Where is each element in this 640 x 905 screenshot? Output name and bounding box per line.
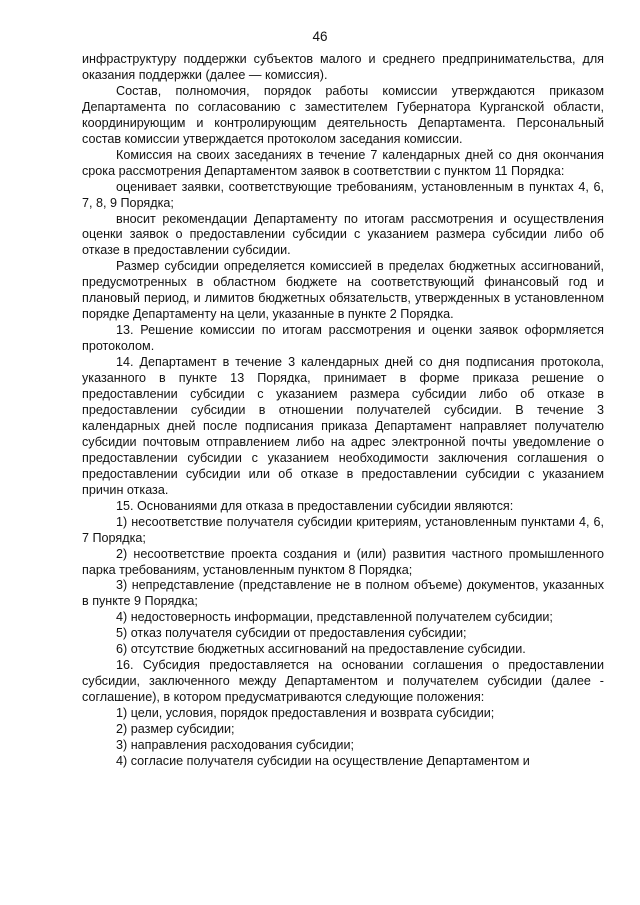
paragraph: 1) цели, условия, порядок предоставления и возврата субсидии;	[116, 706, 495, 721]
paragraph: 4) согласие получателя субсидии на осуществление Департаментом и	[116, 753, 530, 768]
paragraph: 3) направления расходования субсидии;	[116, 737, 355, 752]
paragraph: 4) недостоверность информации, представленной получателем субсидии;	[116, 610, 553, 625]
paragraph: 16. Субсидия предоставляется на основании соглашения о предоставлении субсидии, заключенного между Департаментом и получателем субсидии (далее - соглашение), в котором предусматриваются следующие положения:	[82, 658, 604, 705]
paragraph: оценивает заявки, соответствующие требованиям, установленным в пунктах 4, 6, 7, 8, 9 Порядка;	[82, 179, 604, 210]
paragraph: инфраструктуру поддержки субъектов малого и среднего предпринимательства, для оказания поддержки (далее — комиссия).	[82, 52, 604, 82]
paragraph: Комиссия на своих заседаниях в течение 7 календарных дней со дня окончания срока рассмотрения Департаментом заявок в соответствии с пунктом 11 Порядка:	[82, 147, 604, 178]
paragraph: 15. Основаниями для отказа в предоставлении субсидии являются:	[116, 498, 514, 513]
document-body	[82, 52, 604, 770]
paragraph: 14. Департамент в течение 3 календарных дней со дня подписания протокола, указанного в пункте 13 Порядка, принимает в форме приказа решение о предоставлении субсидии с указанием размера субсидии либо об отказе в предоставлении субсидии в отношении получателей субсидии. В течение 3 календарных дней после подписания приказа Департамент направляет получателю субсидии почтовым отправлением либо на адрес электронной почты уведомление о предоставлении субсидии с указанием необходимости заключения соглашения о предоставлении субсидии или об отказе в предоставлении субсидии с указанием причин отказа.	[82, 355, 604, 497]
paragraph: 6) отсутствие бюджетных ассигнований на предоставление субсидии.	[116, 642, 526, 657]
paragraph: 5) отказ получателя субсидии от предоставления субсидии;	[116, 626, 467, 641]
paragraph: 2) несоответствие проекта создания и (или) развития частного промышленного парка требованиям, установленным пунктом 8 Порядка;	[82, 546, 604, 577]
paragraph: вносит рекомендации Департаменту по итогам рассмотрения и осуществления оценки заявок о предоставлении субсидии с указанием размера субсидии либо об отказе в предоставлении субсидии.	[82, 211, 604, 258]
paragraph: 1) несоответствие получателя субсидии критериям, установленным пунктами 4, 6, 7 Порядка;	[82, 514, 604, 545]
page-number: 46	[312, 29, 328, 44]
paragraph: 3) непредставление (представление не в полном объеме) документов, указанных в пункте 9 Порядка;	[82, 578, 604, 609]
paragraph: Размер субсидии определяется комиссией в пределах бюджетных ассигнований, предусмотренных в областном бюджете на соответствующий финансовый год и плановый период, и лимитов бюджетных обязательств, утвержденных в установленном порядке Департаменту на цели, указанные в пункте 2 Порядка.	[82, 259, 604, 322]
paragraph: 13. Решение комиссии по итогам рассмотрения и оценки заявок оформляется протоколом.	[82, 323, 604, 354]
paragraph: 2) размер субсидии;	[116, 722, 235, 737]
paragraph: Состав, полномочия, порядок работы комиссии утверждаются приказом Департамента по согласованию с заместителем Губернатора Курганской области, координирующим и контролирующим деятельность Департамента. Персональный состав комиссии утверждается протоколом заседания комиссии.	[82, 83, 604, 146]
